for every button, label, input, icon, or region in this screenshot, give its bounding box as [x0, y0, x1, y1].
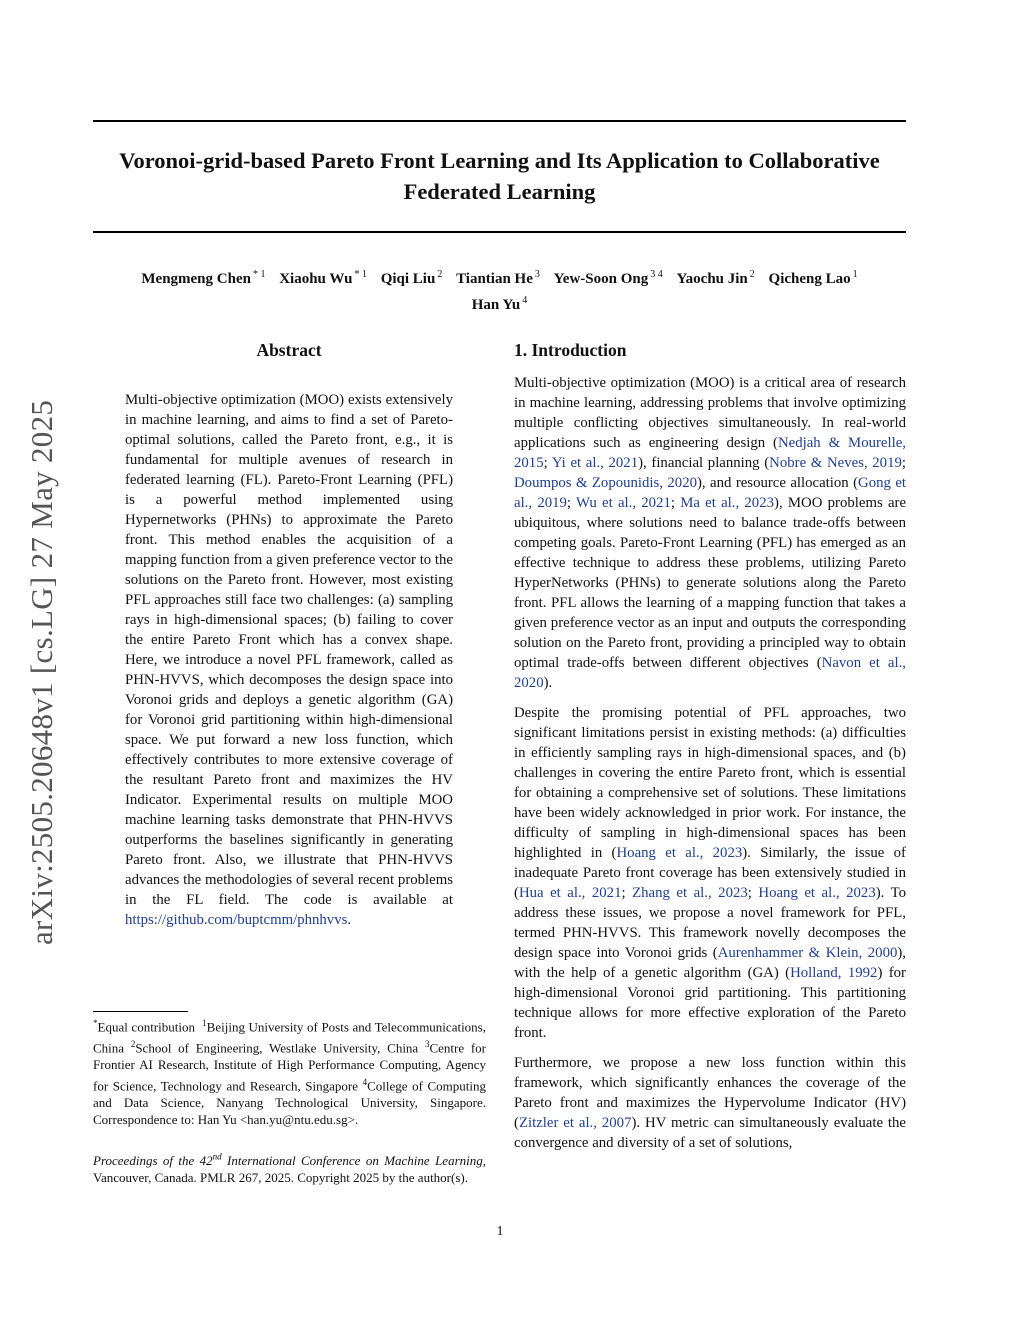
author-line-2 — [93, 290, 906, 316]
footnote-rule — [93, 1011, 188, 1012]
paper-title-line2: Federated Learning — [403, 179, 596, 204]
author-list — [93, 264, 906, 316]
citation-link[interactable]: Holland, 1992 — [790, 965, 878, 981]
citation-link[interactable]: Aurenhammer & Klein, 2000 — [717, 945, 898, 961]
abstract-text: Multi-objective optimization (MOO) exists extensively in machine learning, and aims to find a set of Pareto-optimal solutions, called the Pareto front, e.g., it is fundamental for multiple avenues of research in federated learning (FL). Pareto-Front Learning (PFL) is a powerful method implemented using Hypernetworks (PHNs) to approximate the Pareto front. This method enables the acquisition of a mapping function from a given preference vector to the solutions on the Pareto front. However, most existing PFL approaches still face two challenges: (a) sampling rays in high-dimensional spaces; (b) failing to cover the entire Pareto Front which has a convex shape. Here, we introduce a novel PFL framework, called as PHN-HVVS, which decomposes the design space into Voronoi grids and deploys a genetic algorithm (GA) for Voronoi grid partitioning within high-dimensional space. We put forward a new loss function, which effectively contributes to more extensive coverage of the resultant Pareto front and maximizes the HV Indicator. Experimental results on multiple MOO machine learning tasks demonstrate that PHN-HVVS outperforms the baselines significantly in generating Pareto front. Also, we illustrate that PHN-HVVS advances the methodologies of several recent problems in the FL field. The code is available at https://github.com/buptcmm/phnhvvs. — [125, 392, 453, 928]
citation-link[interactable]: Hoang et al., 2023 — [616, 845, 743, 861]
intro-body — [514, 373, 906, 1163]
code-link[interactable]: https://github.com/buptcmm/phnhvvs — [125, 912, 348, 928]
citation-link[interactable]: Hua et al., 2021 — [518, 885, 622, 901]
paper-title — [93, 145, 906, 207]
author: Yew-Soon Ong $^{3 4}$ — [553, 269, 663, 287]
citation-link[interactable]: Zitzler et al., 2007 — [518, 1115, 632, 1131]
citation-link[interactable]: Doumpos & Zopounidis, 2020 — [514, 475, 697, 491]
arxiv-stamp: arXiv:2505.20648v1 [cs.LG] 27 May 2025 — [24, 399, 59, 945]
citation-link[interactable]: Gong et al., 2019 — [514, 475, 907, 511]
author: Qiqi Liu $^2$ — [380, 269, 443, 287]
citation-link[interactable]: Nobre & Neves, 2019 — [769, 455, 902, 471]
affiliation-footnote: *Equal contribution $^1$Beijing University of Posts and Telecommunications, China $^2$School of Engineering, Westlake University, China $^3$Centre for Frontier AI Research, Institute of High Performance Computing, Agency for Science, Technology and Research, Singapore $^4$College of Computing and Data Science, Nanyang Technological University, Singapore. Correspondence to: Han Yu <han.yu@ntu.edu.sg>. — [93, 1018, 487, 1127]
citation-link[interactable]: Hoang et al., 2023 — [758, 885, 876, 901]
paper-title-line1: Voronoi-grid-based Pareto Front Learning and Its Application to Collaborative — [119, 148, 880, 173]
author: Han Yu $^4$ — [471, 295, 528, 313]
citation-link[interactable]: Wu et al., 2021 — [576, 495, 671, 511]
author: Tiantian He $^3$ — [456, 269, 540, 287]
author: Yaochu Jin $^2$ — [676, 269, 755, 287]
author: Qicheng Lao $^1$ — [768, 269, 858, 287]
abstract-heading: Abstract — [256, 340, 322, 360]
citation-link[interactable]: Yi et al., 2021 — [551, 455, 639, 471]
intro-paragraph-1: Multi-objective optimization (MOO) is a critical area of research in machine learning, addressing problems that involve optimizing multiple conflicting objectives simultaneously. In real-world applications such as engineering design (Nedjah & Mourelle, 2015; Yi et al., 2021), financial planning (Nobre & Neves, 2019; Doumpos & Zopounidis, 2020), and resource allocation (Gong et al., 2019; Wu et al., 2021; Ma et al., 2023), MOO problems are ubiquitous, where solutions need to balance trade-offs between competing goals. Pareto-Front Learning (PFL) has emerged as an effective technique to address these problems, utilizing Pareto HyperNetworks (PHNs) to generate solutions along the Pareto front. PFL allows the learning of a mapping function that takes a given preference vector as an input and outputs the corresponding solution on the Pareto front, providing a principled way to obtain optimal trade-offs between different objectives (Navon et al., 2020). — [514, 375, 907, 691]
citation-link[interactable]: Ma et al., 2023 — [680, 495, 775, 511]
author: Xiaohu Wu $^{* 1}$ — [279, 269, 367, 287]
citation-link[interactable]: Nedjah & Mourelle, 2015 — [514, 435, 906, 471]
title-rule-top — [93, 120, 906, 122]
citation-link[interactable]: Zhang et al., 2023 — [632, 885, 748, 901]
intro-paragraph-2: Despite the promising potential of PFL approaches, two significant limitations persist in existing methods: (a) difficulties in efficiently sampling rays in high-dimensional spaces, and (b) challenges in covering the entire Pareto front, which is essential for obtaining a comprehensive set of solutions. These limitations have been widely acknowledged in prior work. For instance, the difficulty of sampling in high-dimensional spaces has been highlighted in (Hoang et al., 2023). Similarly, the issue of inadequate Pareto front coverage has been extensively studied in (Hua et al., 2021; Zhang et al., 2023; Hoang et al., 2023). To address these issues, we propose a novel framework for PFL, termed PHN-HVVS. This framework novelly decomposes the design space into Voronoi grids (Aurenhammer & Klein, 2000), with the help of a genetic algorithm (GA) (Holland, 1992) for high-dimensional Voronoi grid partitioning. This partitioning technique allows for more effective exploration of the Pareto front. — [514, 705, 907, 1041]
page-number: 1 — [496, 1224, 504, 1239]
citation-link[interactable]: Navon et al., 2020 — [514, 655, 906, 691]
intro-heading: 1. Introduction — [514, 340, 627, 360]
proceedings-note: Proceedings of the 42nd International Conference on Machine Learning, Vancouver, Canada. PMLR 267, 2025. Copyright 2025 by the author(s). — [93, 1152, 486, 1186]
title-rule-bottom — [93, 231, 906, 233]
intro-paragraph-3: Furthermore, we propose a new loss function within this framework, which significantly enhances the coverage of the Pareto front and maximizes the Hypervolume Indicator (HV) (Zitzler et al., 2007). HV metric can simultaneously evaluate the convergence and diversity of a set of solutions, — [514, 1055, 907, 1151]
author: Mengmeng Chen $^{* 1}$ — [141, 269, 266, 287]
